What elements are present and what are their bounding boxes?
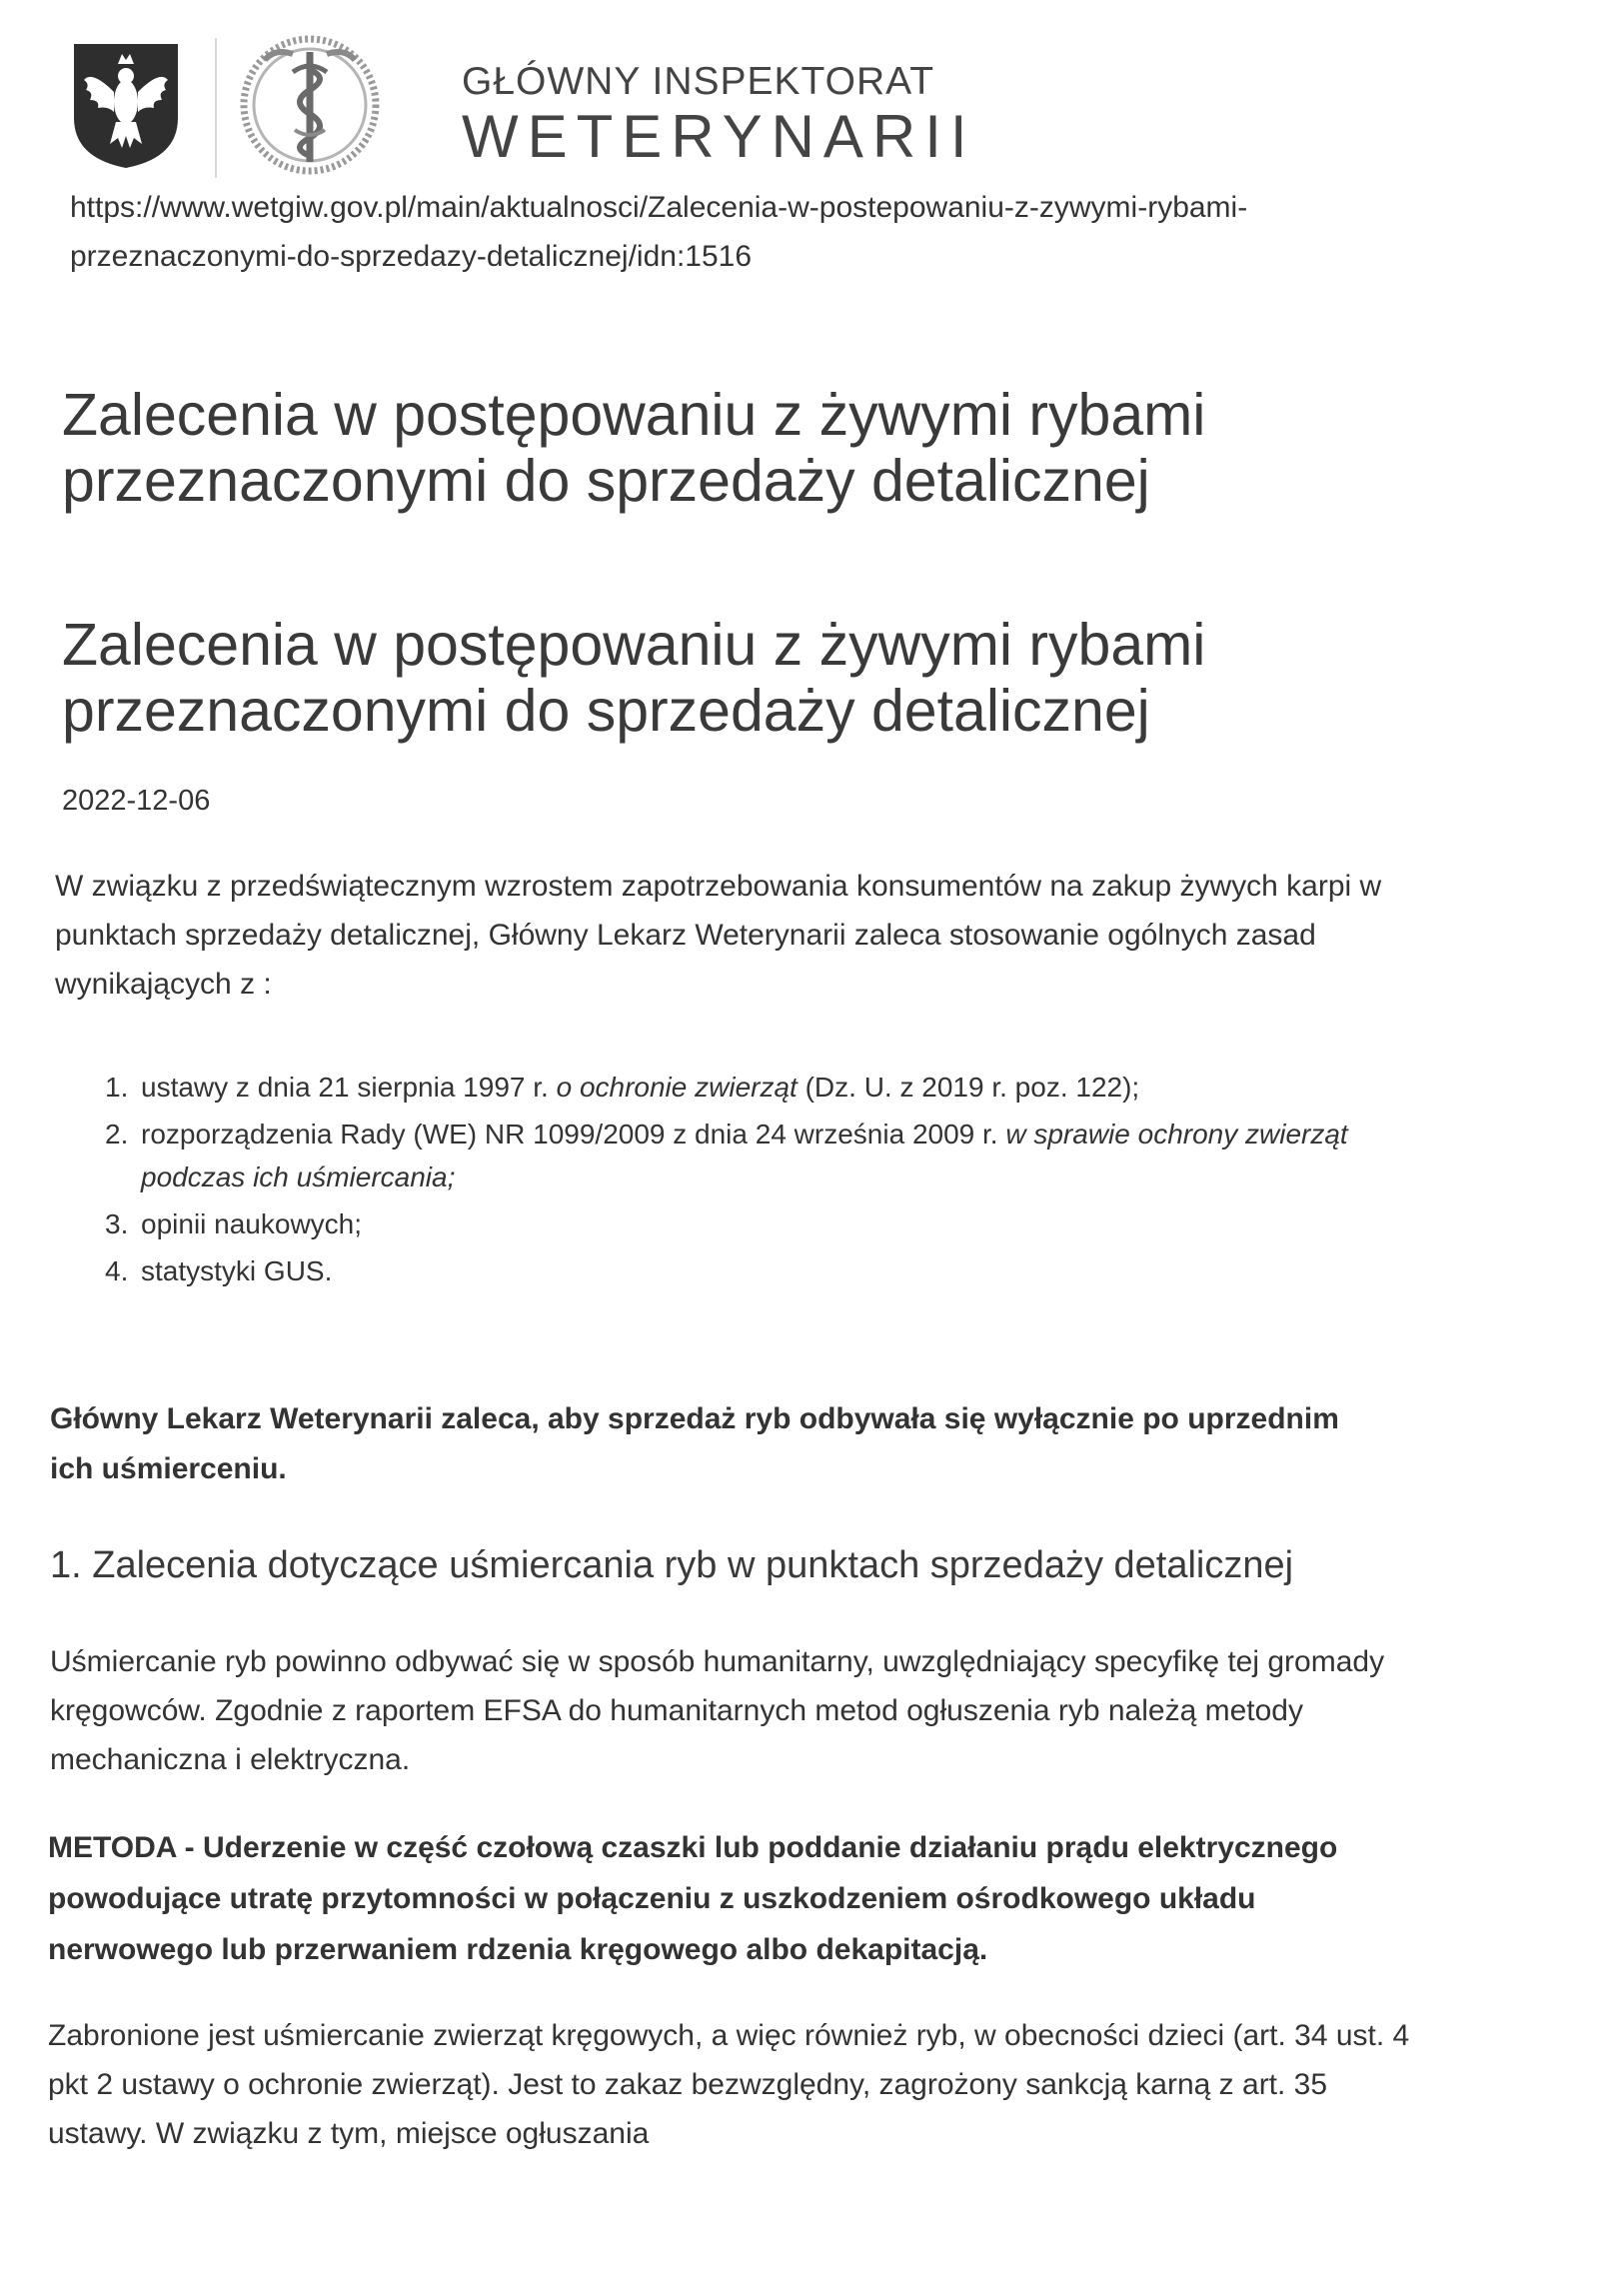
intro-line: punktach sprzedaży detalicznej, Główny Lekarz Weterynarii zaleca stosowanie ogólnych zasad	[55, 919, 1316, 952]
list-item-text: (Dz. U. z 2019 r. poz. 122);	[797, 1072, 1140, 1103]
list-item-italic: podczas ich uśmiercania;	[141, 1161, 456, 1192]
paragraph-line: Uśmiercanie ryb powinno odbywać się w sposób humanitarny, uwzględniający specyfikę tej gromady	[50, 1645, 1385, 1678]
intro-line: W związku z przedświątecznym wzrostem zapotrzebowania konsumentów na zakup żywych karpi w	[55, 870, 1382, 903]
organization-name-line1: GŁÓWNY INSPEKTORAT	[462, 60, 935, 103]
list-item-italic: w sprawie ochrony zwierząt	[1005, 1119, 1348, 1149]
legal-references-list	[105, 1066, 1534, 1292]
polish-eagle-emblem-icon	[70, 40, 182, 170]
publication-date: 2022-12-06	[62, 785, 211, 817]
paragraph-line: mechaniczna i elektryczna.	[50, 1743, 411, 1776]
list-item	[105, 1249, 1534, 1292]
list-item-italic: o ochronie zwierząt	[556, 1072, 798, 1103]
intro-line: wynikających z :	[55, 968, 272, 1001]
article-title-line1: Zalecenia w postępowaniu z żywymi rybami	[62, 612, 1206, 678]
list-item-text: opinii naukowych;	[141, 1208, 363, 1239]
section-paragraph	[50, 1637, 1529, 1784]
recommendation-line: ich uśmierceniu.	[50, 1452, 287, 1485]
list-item	[105, 1066, 1534, 1109]
veterinary-caduceus-logo-icon	[235, 30, 385, 180]
section-heading: 1. Zalecenia dotyczące uśmiercania ryb w punktach sprzedaży detalicznej	[50, 1544, 1294, 1586]
list-item-number: 3.	[105, 1208, 129, 1239]
list-item-number: 2.	[105, 1119, 129, 1149]
paragraph-line: pkt 2 ustawy o ochronie zwierząt). Jest to zakaz bezwzględny, zagrożony sankcją karną z art. 35	[48, 2068, 1328, 2101]
article-title-line2: przeznaczonymi do sprzedaży detalicznej	[62, 678, 1150, 744]
source-url-line2: przeznaczonymi-do-sprzedazy-detalicznej/idn:1516	[70, 240, 753, 273]
paragraph-line: ustawy. W związku z tym, miejsce ogłuszania	[48, 2117, 650, 2150]
list-item-text: rozporządzenia Rady (WE) NR 1099/2009 z dnia 24 września 2009 r.	[141, 1119, 1006, 1149]
intro-paragraph	[55, 862, 1534, 1009]
recommendation-statement	[50, 1394, 1549, 1494]
source-url-line1: https://www.wetgiw.gov.pl/main/aktualnosci/Zalecenia-w-postepowaniu-z-zywymi-rybami-	[70, 191, 1248, 224]
recommendation-line: Główny Lekarz Weterynarii zaleca, aby sprzedaż ryb odbywała się wyłącznie po uprzednim	[50, 1402, 1339, 1435]
list-item-number: 1.	[105, 1072, 129, 1103]
paragraph-line: Zabronione jest uśmiercanie zwierząt kręgowych, a więc również ryb, w obecności dzieci (art. 34 ust. 4	[48, 2019, 1410, 2052]
page-title-line1: Zalecenia w postępowaniu z żywymi rybami	[62, 382, 1206, 448]
article-title	[62, 612, 1541, 744]
organization-name-line2: WETERYNARII	[462, 103, 976, 170]
list-item	[105, 1202, 1534, 1245]
method-statement	[48, 1822, 1547, 1975]
method-line: METODA - Uderzenie w część czołową czaszki lub poddanie działaniu prądu elektrycznego	[48, 1831, 1338, 1864]
list-item-text: statystyki GUS.	[141, 1255, 333, 1286]
method-line: powodujące utratę przytomności w połączeniu z uszkodzeniem ośrodkowego układu	[48, 1882, 1256, 1915]
letterhead	[70, 30, 976, 170]
method-line: nerwowego lub przerwaniem rdzenia kręgowego albo dekapitacją.	[48, 1933, 988, 1966]
page-title	[62, 382, 1541, 514]
paragraph-line: kręgowców. Zgodnie z raportem EFSA do humanitarnych metod ogłuszenia ryb należą metody	[50, 1694, 1303, 1727]
source-url	[70, 183, 1469, 281]
list-item-number: 4.	[105, 1255, 129, 1286]
prohibition-paragraph	[48, 2011, 1527, 2158]
list-item-text: ustawy z dnia 21 sierpnia 1997 r.	[141, 1072, 557, 1103]
page-title-line2: przeznaczonymi do sprzedaży detalicznej	[62, 448, 1150, 514]
list-item	[105, 1113, 1534, 1198]
header-divider	[215, 38, 217, 178]
